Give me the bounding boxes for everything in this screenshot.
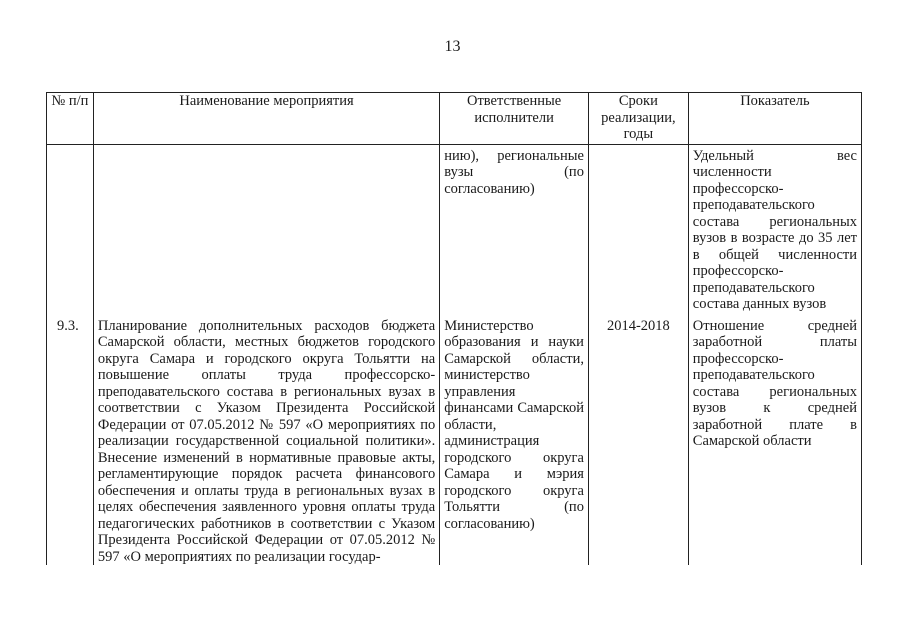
row-indicator: Отношение средней заработной платы профессорско-преподавательского состава региональных вузов к средней заработной плате в Самарской области: [688, 318, 861, 566]
header-num: № п/п: [47, 93, 94, 145]
row-terms: 2014-2018: [588, 318, 688, 566]
row-num: 9.3.: [47, 318, 94, 566]
header-name: Наименование мероприятия: [93, 93, 439, 145]
header-indicator: Показатель: [688, 93, 861, 145]
table-row: [47, 144, 862, 318]
row-terms: [588, 144, 688, 318]
page-number: 13: [444, 38, 461, 55]
row-name: [93, 144, 439, 318]
row-executors: Министерство образования и науки Самарской области, министерство управления финансами Самарской области, администрация городского округа Самара и мэрия городского округа Тольятти (по согласованию): [440, 318, 589, 566]
table-header-row: [47, 93, 862, 145]
header-executors: Ответственные исполнители: [440, 93, 589, 145]
row-num: [47, 144, 94, 318]
table-row: [47, 318, 862, 566]
measures-table: [46, 92, 862, 565]
header-terms: Сроки реализации, годы: [588, 93, 688, 145]
row-name: Планирование дополнительных расходов бюджета Самарской области, местных бюджетов городского округа Самара и городского округа Тольятти на повышение оплаты труда профессорско-преподавательского состава в региональных вузах в соответствии с Указом Президента Российской Федерации от 07.05.2012 № 597 «О мероприятиях по реализации государственной социальной политики». Внесение изменений в нормативные правовые акты, регламентирующие порядок расчета финансового обеспечения и оплаты труда в региональных вузах в целях обеспечения заявленного уровня оплаты труда педагогических работников в соответствии с Указом Президента Российской Федерации от 07.05.2012 № 597 «О мероприятиях по реализации государ-: [93, 318, 439, 566]
row-executors: нию), региональные вузы (по согласованию): [440, 144, 589, 318]
row-indicator: Удельный вес численности профессорско-преподавательского состава региональных вузов в возрасте до 35 лет в общей численности профессорско-преподавательского состава данных вузов: [688, 144, 861, 318]
